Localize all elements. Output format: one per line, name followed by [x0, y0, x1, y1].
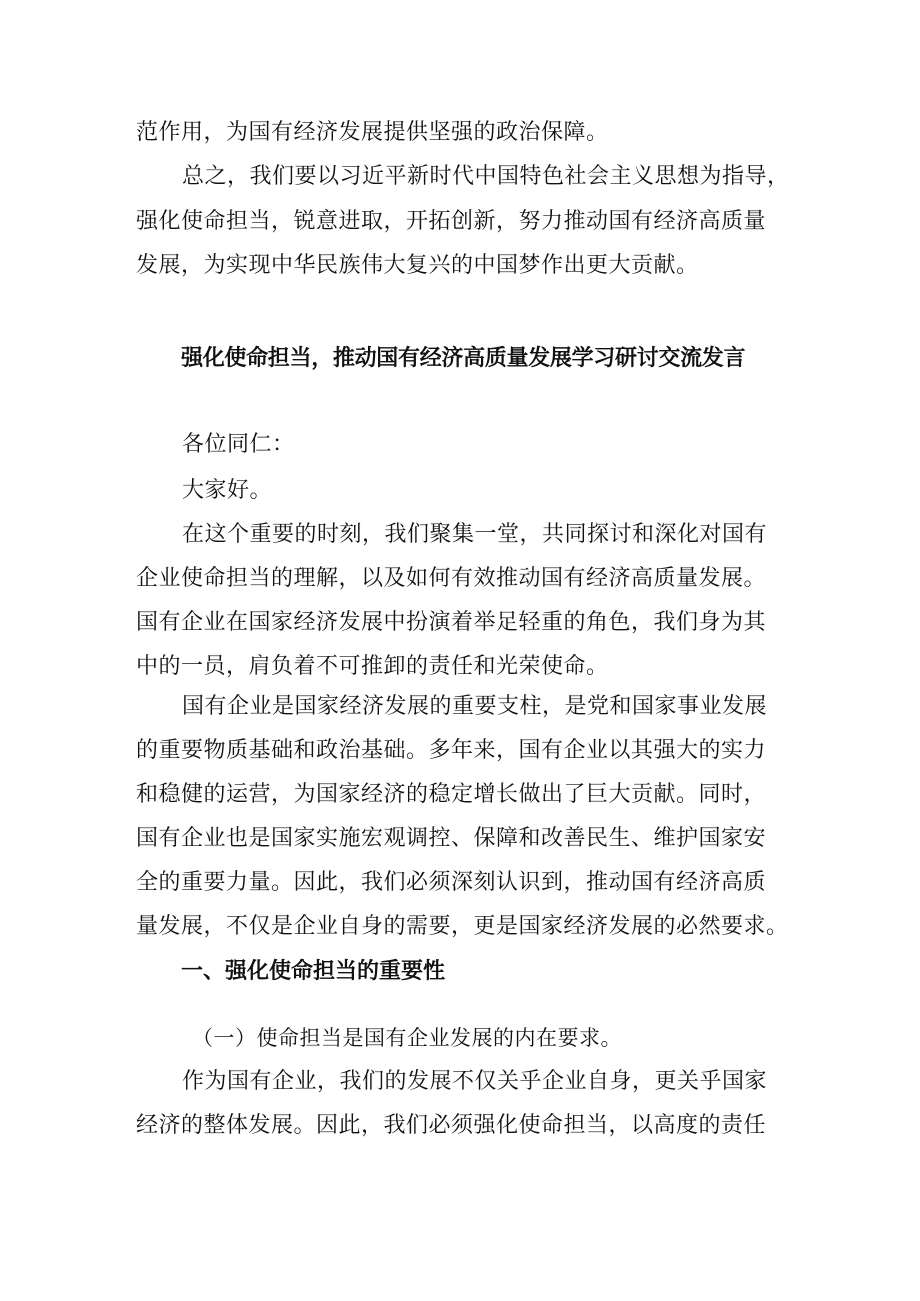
text-line: 强化使命担当，锐意进取，开拓创新，努力推动国有经济高质量	[136, 209, 767, 234]
text-line: 经济的整体发展。因此，我们必须强化使命担当，以高度的责任	[136, 1113, 767, 1138]
section-heading: 一、强化使命担当的重要性	[181, 959, 446, 984]
greeting: 各位同仁：	[182, 432, 295, 457]
text-line: 量发展，不仅是企业自身的需要，更是国家经济发展的必然要求。	[136, 914, 789, 939]
text-line: 发展，为实现中华民族伟大复兴的中国梦作出更大贡献。	[136, 253, 699, 278]
text-line: 国有企业也是国家实施宏观调控、保障和改善民生、维护国家安	[136, 826, 767, 851]
text-line: 和稳健的运营，为国家经济的稳定增长做出了巨大贡献。同时，	[136, 782, 767, 807]
text-line: 在这个重要的时刻，我们聚集一堂，共同探讨和深化对国有	[182, 522, 768, 547]
hello: 大家好。	[182, 478, 273, 503]
subsection-heading: （一）使命担当是国有企业发展的内在要求。	[192, 1026, 622, 1050]
text-line: 总之，我们要以习近平新时代中国特色社会主义思想为指导，	[182, 164, 790, 189]
document-title: 强化使命担当，推动国有经济高质量发展学习研讨交流发言	[181, 346, 746, 371]
text-line: 中的一员，肩负着不可推卸的责任和光荣使命。	[136, 654, 609, 679]
text-line: 作为国有企业，我们的发展不仅关乎企业自身，更关乎国家	[182, 1069, 768, 1094]
text-line: 范作用，为国有经济发展提供坚强的政治保障。	[136, 120, 609, 145]
text-line: 企业使命担当的理解，以及如何有效推动国有经济高质量发展。	[136, 566, 767, 591]
text-line: 的重要物质基础和政治基础。多年来，国有企业以其强大的实力	[136, 738, 767, 763]
text-line: 全的重要力量。因此，我们必须深刻认识到，推动国有经济高质	[136, 870, 767, 895]
text-line: 国有企业是国家经济发展的重要支柱，是党和国家事业发展	[182, 694, 768, 719]
text-line: 国有企业在国家经济发展中扮演着举足轻重的角色，我们身为其	[136, 610, 767, 635]
